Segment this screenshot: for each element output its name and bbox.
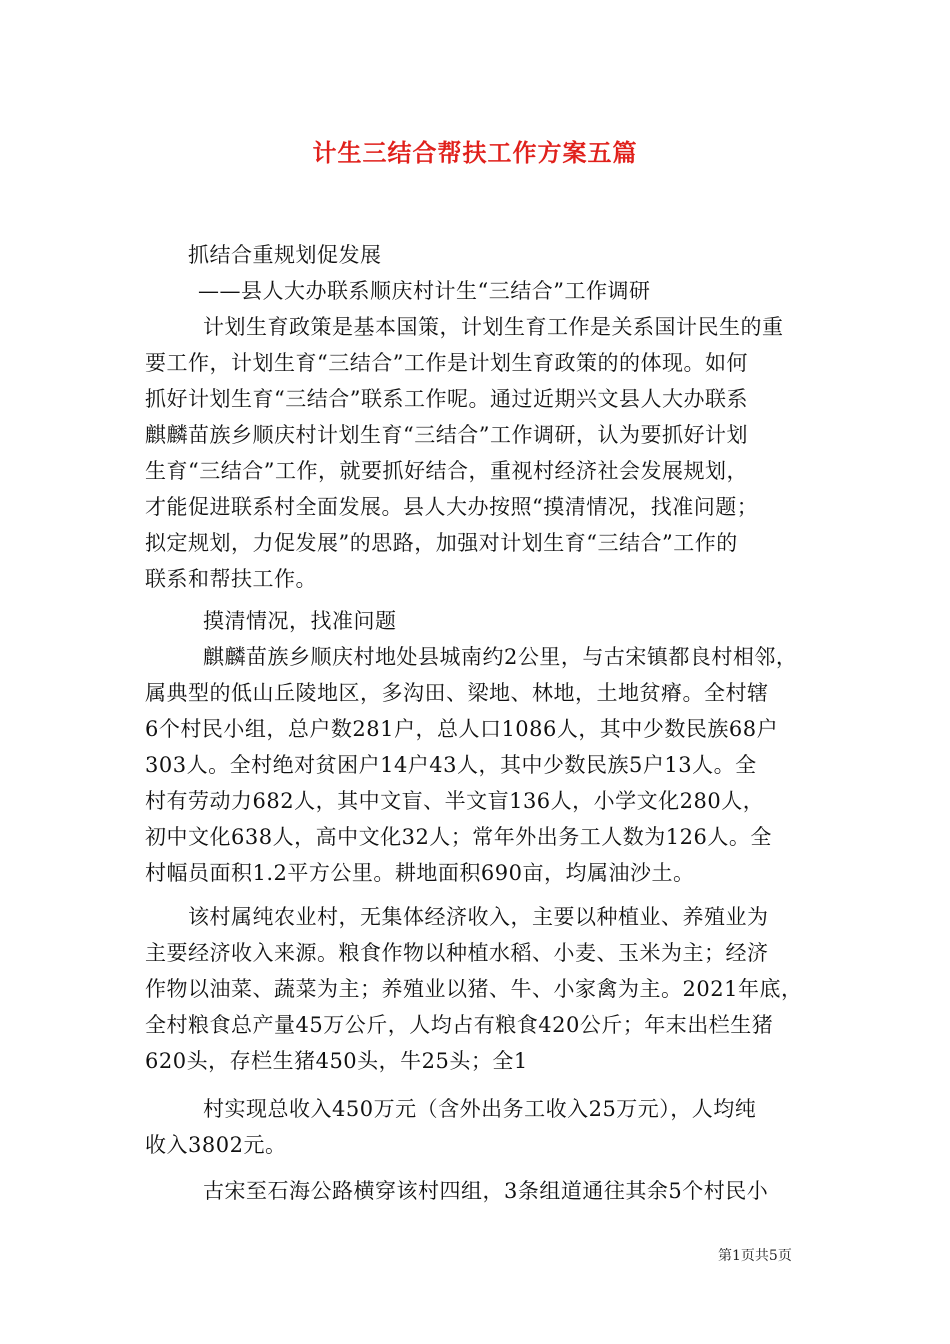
paragraph-line: 麒麟苗族乡顺庆村地处县城南约2公里，与古宋镇都良村相邻， <box>203 645 798 669</box>
paragraph-line: 主要经济收入来源。粮食作物以种植水稻、小麦、玉米为主；经济 <box>145 941 769 965</box>
paragraph-line: 村幅员面积1.2平方公里。耕地面积690亩，均属油沙土。 <box>145 861 695 885</box>
paragraph-line: 属典型的低山丘陵地区，多沟田、梁地、林地，土地贫瘠。全村辖 <box>145 681 769 705</box>
paragraph-line: 才能促进联系村全面发展。县人大办按照“摸清情况，找准问题； <box>145 495 759 519</box>
section-heading: 抓结合重规划促发展 <box>188 243 382 267</box>
paragraph-line: 村实现总收入450万元（含外出务工收入25万元），人均纯 <box>203 1097 757 1121</box>
paragraph-line: 村有劳动力682人，其中文盲、半文盲136人，小学文化280人， <box>145 789 765 813</box>
document-title: 计生三结合帮扶工作方案五篇 <box>312 138 638 167</box>
page-number: 第1页共5页 <box>718 1248 792 1264</box>
paragraph-line: 抓好计划生育“三结合”联系工作呢。通过近期兴文县人大办联系 <box>145 387 748 411</box>
subtitle-line: ——县人大办联系顺庆村计生“三结合”工作调研 <box>198 279 651 303</box>
paragraph-line: 拟定规划，力促发展”的思路，加强对计划生育“三结合”工作的 <box>145 531 738 555</box>
paragraph-line: 生育“三结合”工作，就要抓好结合，重视村经济社会发展规划， <box>145 459 748 483</box>
paragraph-line: 303人。全村绝对贫困户14户43人，其中少数民族5户13人。全 <box>145 753 757 777</box>
paragraph-line: 收入3802元。 <box>145 1133 287 1157</box>
paragraph-line: 计划生育政策是基本国策，计划生育工作是关系国计民生的重 <box>203 315 784 339</box>
paragraph-line: 初中文化638人，高中文化32人；常年外出务工人数为126人。全 <box>145 825 772 849</box>
paragraph-line: 620头，存栏生猪450头，牛25头；全1 <box>145 1049 528 1073</box>
paragraph-line: 要工作，计划生育“三结合”工作是计划生育政策的的体现。如何 <box>145 351 748 375</box>
paragraph-line: 该村属纯农业村，无集体经济收入，主要以种植业、养殖业为 <box>188 905 769 929</box>
paragraph-line: 联系和帮扶工作。 <box>145 567 317 591</box>
paragraph-line: 6个村民小组，总户数281户，总人口1086人，其中少数民族68户 <box>145 717 779 741</box>
paragraph-line: 全村粮食总产量45万公斤，人均占有粮食420公斤；年末出栏生猪 <box>145 1013 774 1037</box>
paragraph-line: 古宋至石海公路横穿该村四组，3条组道通往其余5个村民小 <box>203 1179 769 1203</box>
paragraph-line: 麒麟苗族乡顺庆村计划生育“三结合”工作调研，认为要抓好计划 <box>145 423 748 447</box>
section-heading: 摸清情况，找准问题 <box>203 609 397 633</box>
paragraph-line: 作物以油菜、蔬菜为主；养殖业以猪、牛、小家禽为主。2021年底， <box>145 977 803 1001</box>
